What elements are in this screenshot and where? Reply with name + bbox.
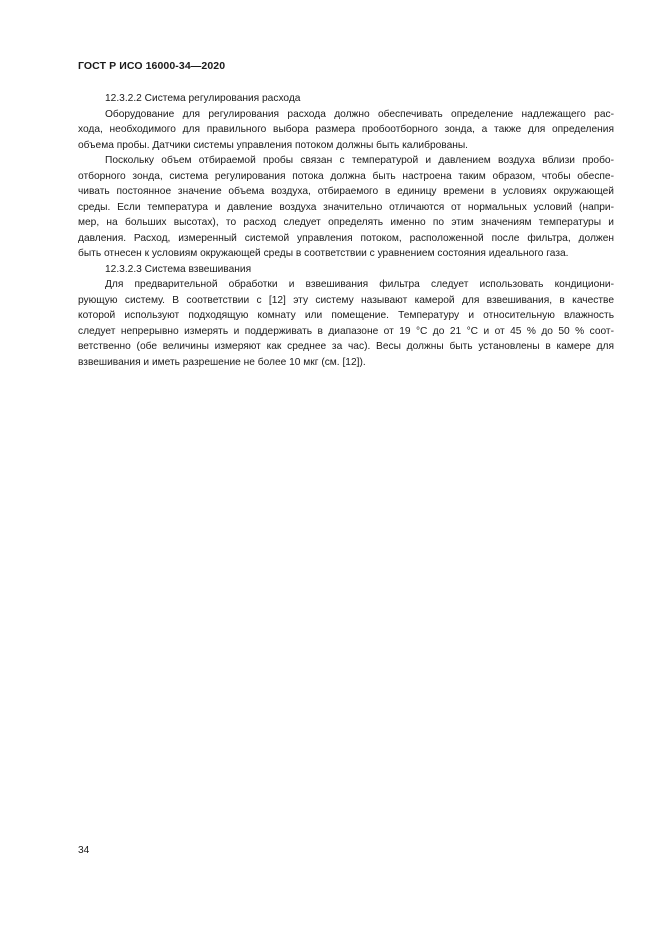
paragraph-line: Поскольку объем отбираемой пробы связан с температурой и давлением воздуха вблизи пробо- (105, 155, 614, 166)
paragraph-line: мер, на больших высотах), то расход следует определять именно по этим значениям температуры и (78, 217, 614, 228)
paragraph-line: быть отнесен к условиям окружающей среды в соответствии с уравнением состояния идеального газа. (78, 248, 569, 259)
document-header (78, 60, 225, 72)
paragraph-line: среды. Если температура и давление воздуха значительно отличаются от нормальных условий (напри- (78, 201, 614, 213)
standard-code: ГОСТ Р ИСО 16000-34—2020 (78, 60, 226, 72)
document-body (78, 91, 614, 370)
paragraph-line: взвешивания и иметь разрешение не более 10 мкг (см. [12]). (78, 356, 366, 368)
paragraph-line: хода, необходимого для правильного выбора размера пробоотборного зонда, а также для определения (78, 124, 614, 135)
page-number: 34 (78, 845, 90, 856)
paragraph-line: следует непрерывно измерять и поддерживать в диапазоне от 19 °С до 21 °С и от 45 % до 50 % соот- (78, 325, 614, 337)
paragraph-line: ветственно (обе величины измеряют как среднее за час). Весы должны быть установлены в камере для (78, 341, 614, 352)
paragraph-line: давления. Расход, измеренный системой управления потоком, расположенной после фильтра, должен (78, 232, 614, 244)
paragraph-line: Оборудование для регулирования расхода должно обеспечивать определение надлежащего рас- (105, 108, 614, 120)
paragraph-line: чивать постоянное значение объема воздуха, отбираемого в единицу времени в условиях окружающей (78, 186, 614, 197)
paragraph-line: которой используют подходящую комнату или помещение. Температуру и относительную влажность (78, 310, 614, 321)
paragraph-line: объема пробы. Датчики системы управления потоком должны быть калиброваны. (78, 139, 469, 151)
paragraph-line: отборного зонда, система регулирования потока должна быть настроена таким образом, чтобы обеспе- (78, 170, 614, 182)
section-heading-weighing-system: 12.3.2.3 Система взвешивания (105, 263, 252, 275)
paragraph-line: рующую систему. В соответствии с [12] эту систему называют камерой для взвешивания, в качестве (78, 294, 614, 306)
paragraph-line: Для предварительной обработки и взвешивания фильтра следует использовать кондициони- (105, 279, 614, 290)
section-heading-flow-control: 12.3.2.2 Система регулирования расхода (105, 93, 301, 104)
